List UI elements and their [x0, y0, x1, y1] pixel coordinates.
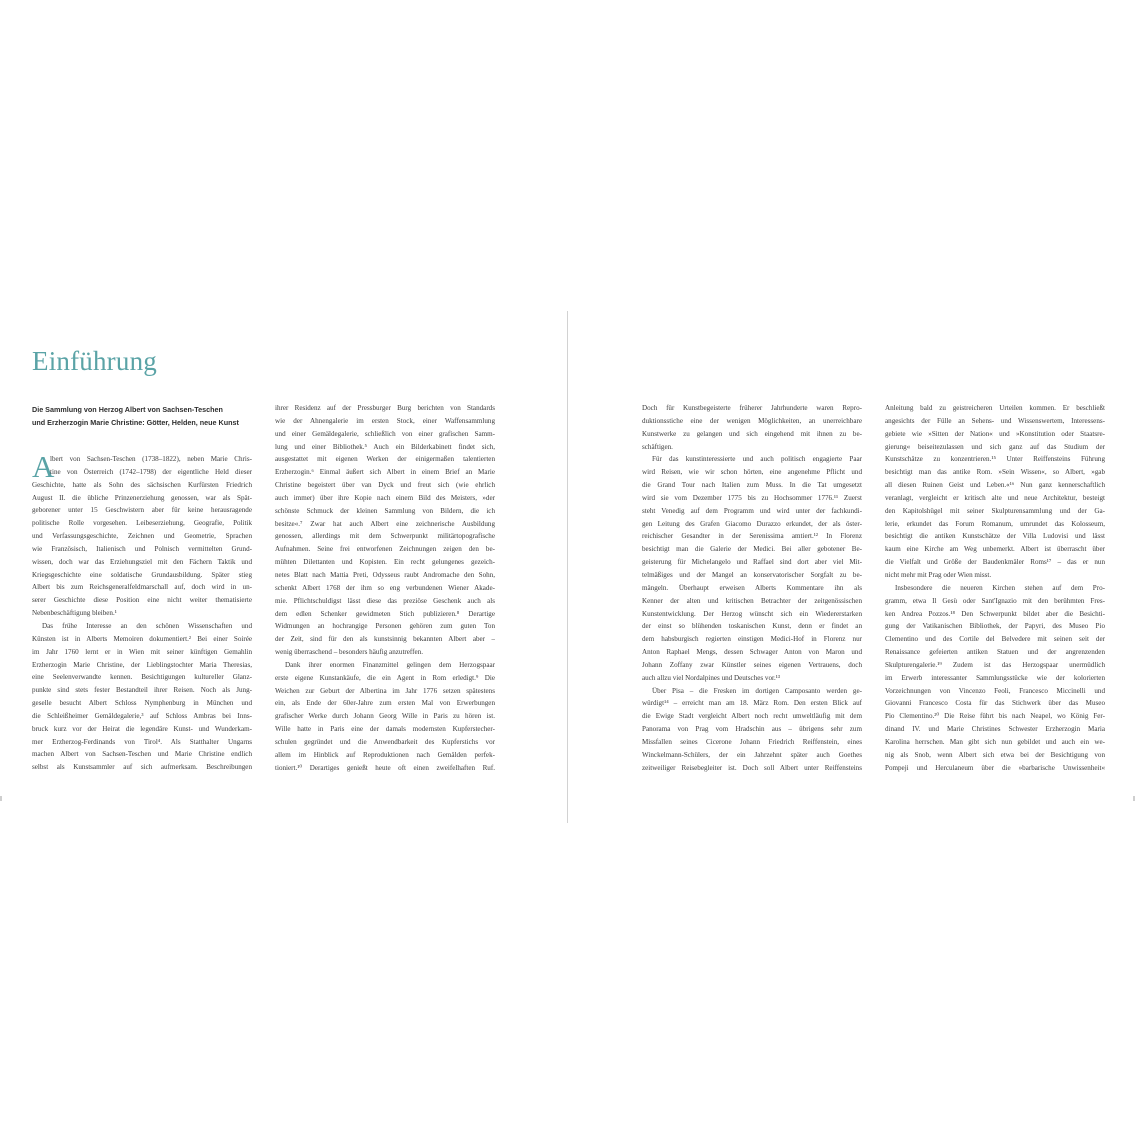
chapter-title: Einführung [32, 346, 157, 376]
text-line: besichtigt die antiken Kunstschätze der Villa Ludovisi und lässt [885, 532, 1105, 541]
text-line: grafischer Werke durch Johann Georg Wille in Paris zu hören ist. [275, 712, 495, 721]
text-line: geselle besucht Albert Schloss Nymphenburg in München und [32, 699, 252, 708]
text-line: telmäßiges und der Mangel an konservatorischer Sorgfalt zu be- [642, 570, 862, 579]
left-edge-mark [0, 796, 2, 801]
text-line: punkte sind stets fester Bestandteil ihrer Reisen. Noch als Jung- [32, 686, 252, 695]
text-line: netes Blatt nach Mattia Preti, Odysseus raubt Andromache den Sohn, [275, 570, 495, 579]
text-line: Johann Zoffany zwar Künstler seines eigenen Vertrauens, doch [642, 660, 862, 669]
text-line: wie der Ahnengalerie im ersten Stock, einer Waffensammlung [275, 416, 495, 425]
text-line: gen Leitung des Grafen Giacomo Durazzo erkundet, der als öster- [642, 519, 862, 528]
text-line: besichtigt man die Galerie der Medici. Bei aller gebotener Be- [642, 545, 862, 554]
text-line: mängeln. Überhaupt erweisen Alberts Kommentare ihn als [642, 583, 862, 592]
text-line: Karolina herrschen. Man gibt sich nun gebildet und auch ein we- [885, 737, 1105, 746]
text-line: der einst so blühenden toskanischen Kunst, denn er findet an [642, 622, 862, 631]
text-line: wissen, doch war das Erziehungsziel mit den Fächern Taktik und [32, 557, 252, 566]
text-line: mühten Dilettanten und Kopisten. Ein recht gelungenes gezeich- [275, 558, 495, 567]
text-line: und einer Gemäldegalerie, schließlich von einer grafischen Samm- [275, 429, 495, 438]
text-line: Doch für Kunstbegeisterte früherer Jahrhunderte waren Repro- [642, 404, 862, 412]
text-line: den Kapitolshügel mit seiner Skulpturensammlung und der Ga- [885, 506, 1105, 515]
text-line: dem habsburgisch regierten einstigen Medici-Hof in Florenz nur [642, 635, 862, 644]
text-line: selbst als Kunstsammler auf sich aufmerksam. Beschreibungen [32, 763, 252, 772]
text-line: zeitweiliger Reisebegleiter ist. Doch soll Albert unter Reiffensteins [642, 763, 862, 772]
text-line: schäftigen. [642, 442, 673, 451]
text-line: Künsten ist in Alberts Memoiren dokumentiert.² Bei einer Soirée [32, 634, 252, 643]
text-line: machen Albert von Sachsen-Teschen und Marie Christine endlich [32, 750, 252, 759]
text-line: Panorama von Prag vom Hradschin aus – übrigens sehr zum [642, 725, 862, 734]
text-line: bruck kurz vor der Heirat die legendäre Kunst- und Wunderkam- [32, 724, 252, 733]
text-line: Pompeji und Herculaneum über die »barbarische Unwissenheit« [885, 763, 1105, 772]
text-line: dinand IV. und Marie Christines Schwester Erzherzogin Maria [885, 725, 1105, 734]
text-line: Kunstentwicklung. Der Herzog wünscht sich ein Wiedererstarken [642, 609, 862, 618]
text-line: Aufnahmen. Seine frei entworfenen Zeichnungen zeigen den be- [275, 545, 495, 554]
text-line: nicht mehr mit Prag oder Wien misst. [885, 570, 992, 579]
text-line: ein, als Ende der 60er-Jahre zum ersten Mal von Erwerbungen [275, 699, 495, 708]
text-line: gung der Vatikanischen Bibliothek, der Papyri, des Museo Pio [885, 622, 1105, 631]
text-line: serer Geschichte diese Position eine nicht weiter thematisierte [32, 596, 252, 605]
text-line: erste eigene Kunstankäufe, die ein Agent in Rom erledigt.⁹ Die [275, 673, 495, 682]
text-line: eine Seelenverwandte kennen. Besichtigungen kultureller Glanz- [32, 673, 252, 682]
text-line: reichischer Gesandter in der Serenissima amtiert.¹² In Florenz [642, 532, 862, 541]
text-line: Skulpturengalerie.¹⁹ Zudem ist das Herzogspaar unermüdlich [885, 660, 1105, 669]
text-line: auch allzu viel Nordalpines und Deutsches vor.¹³ [642, 673, 781, 682]
text-line: tioniert.¹⁰ Derartiges genießt heute oft einen zweifelhaften Ruf. [275, 763, 495, 772]
text-line: die Vielfalt und Größe der Baudenkmäler Roms¹⁷ – das er nun [885, 558, 1105, 567]
text-line: würdigt¹⁴ – erreicht man am 18. März Rom. Den ersten Blick auf [642, 699, 862, 708]
chapter-subtitle [32, 404, 257, 429]
text-line: all diesen Ruinen Geist und Leben.«¹⁶ Nun ganz kennerschaftlich [885, 481, 1105, 490]
text-line: Christine begeistert über van Dyck und freut sich (wie ehrlich [275, 481, 495, 490]
text-line: Kunstwerke zu gelangen und sich eingehend mit ihnen zu be- [642, 429, 862, 438]
subtitle-line: und Erzherzogin Marie Christine: Götter, Helden, neue Kunst [32, 417, 239, 427]
text-line: allem im Hinblick auf Reproduktionen nach Gemälden perfek- [275, 750, 495, 759]
text-line: auch immer) über ihre Kopie nach einem Bild des Meisters, »der [275, 493, 495, 502]
text-line: kaum eine Kirche am Weg unbemerkt. Albert ist überrascht über [885, 545, 1105, 554]
text-line: tine von Österreich (1742–1798) der eigentliche Held dieser [50, 467, 252, 476]
text-line: Giovanni Francesco Costa für das Stichwerk über das Museo [885, 699, 1105, 708]
text-line: geisterung für Michelangelo und Raffael sind dort aber viel Mit- [642, 558, 862, 567]
text-line: schenkt Albert 1768 der ihm so eng verbundenen Wiener Akade- [275, 583, 495, 592]
text-line: gebiete wie »Sitten der Nation« und »Konstitution oder Staatsre- [885, 429, 1105, 438]
text-line: Dank ihrer enormen Finanzmittel gelingen dem Herzogspaar [285, 660, 495, 669]
text-line: die Ewige Stadt vergleicht Albert noch recht umweltläufig mit dem [642, 712, 862, 721]
text-column-2 [275, 402, 495, 774]
text-line: ausgestattet mit eigenen Werken der einigermaßen talentierten [275, 455, 495, 464]
text-line: genossen, allerdings mit dem Schwerpunkt militärtopografische [275, 532, 495, 541]
text-line: der Zeit, sind für den als kunstsinnig bekannten Albert aber – [275, 635, 495, 644]
text-line: im Jahr 1760 lernt er in Wien mit seiner künftigen Gemahlin [32, 647, 252, 656]
text-line: Renaissance gefeierten antiken Statuen und der angrenzenden [885, 648, 1105, 657]
text-line: gierung« beiseitezulassen und sich ganz auf das Studium der [885, 442, 1105, 451]
text-line: gramm, etwa Il Gesù oder Sant'Ignazio mit den berühmten Fres- [885, 596, 1105, 605]
text-line: Für das kunstinteressierte und auch politisch engagierte Paar [652, 455, 862, 464]
text-line: Erzherzogin.⁶ Einmal äußert sich Albert in einem Brief an Marie [275, 468, 495, 477]
text-line: ken Andrea Pozzos.¹⁸ Den Schwerpunkt bildet aber die Besichti- [885, 609, 1105, 618]
text-line: besitze«.⁷ Zwar hat auch Albert eine zeichnerische Ausbildung [275, 519, 495, 528]
text-line: angesichts der Fülle an Sehens- und Wissenswertem, Interessens- [885, 416, 1105, 425]
text-line: schönste Schmuck der kleinen Sammlung von Bildern, die ich [275, 506, 495, 515]
text-line: wird Reisen, wie wir schon hörten, eine angenehme Pflicht und [642, 468, 862, 477]
text-line: lung und einer Bibliothek.⁵ Auch ein Bilderkabinett findet sich, [275, 442, 495, 451]
text-line: politische Rolle vorgesehen. Leibeserziehung, Geografie, Politik [32, 519, 252, 528]
text-line: Kenner der alten und kritischen Betrachter der zeitgenössischen [642, 596, 862, 605]
text-line: Winckelmann-Schülers, der ein Jahrzehnt später auch Goethes [642, 750, 862, 759]
text-line: Über Pisa – die Fresken im dortigen Camposanto werden ge- [652, 686, 862, 695]
text-line: und Verfassungsgeschichte, Zeichnen und Geometrie, Sprachen [32, 532, 252, 541]
text-line: besichtigt man das antike Rom. »Sein Wissen«, so Albert, »gab [885, 468, 1105, 477]
text-line: die Grand Tour nach Italien zum Muss. In die Tat umgesetzt [642, 481, 862, 490]
text-line: Vorzeichnungen von Vincenzo Feoli, Francesco Miccinelli und [885, 686, 1105, 695]
text-line: lbert von Sachsen-Teschen (1738–1822), neben Marie Chris- [50, 455, 252, 463]
drop-cap: A [32, 449, 55, 484]
text-line: ihrer Residenz auf der Pressburger Burg berichten von Standards [275, 404, 495, 412]
text-line: Missfallen seines Cicerone Johann Friedrich Reiffenstein, eines [642, 737, 862, 746]
text-line: Clementino und des Cortile del Belvedere mit seinen seit der [885, 635, 1105, 644]
text-line: lerie, erkundet das Forum Romanum, umrundet das Kolosseum, [885, 519, 1105, 528]
page-gutter [567, 311, 568, 823]
text-line: Kunstschätze zu konzentrieren.¹⁵ Unter Reiffensteins Führung [885, 455, 1105, 464]
text-line: veranlagt, vergleicht er kritisch alte und neue Architektur, besteigt [885, 493, 1105, 502]
text-line: Insbesondere die neueren Kirchen stehen auf dem Pro- [895, 583, 1105, 592]
text-line: die Schleißheimer Gemäldegalerie,³ auf Schloss Ambras bei Inns- [32, 711, 252, 720]
text-line: Geschichte, hatte als Sohn des sächsischen Kurfürsten Friedrich [32, 480, 252, 489]
text-column-1 [32, 449, 252, 774]
text-line: Pio Clementino.²⁰ Die Reise führt bis nach Neapel, wo König Fer- [885, 712, 1105, 721]
text-line: Weichen zur Geburt der Albertina im Jahr 1776 setzen spätestens [275, 686, 495, 695]
subtitle-line: Die Sammlung von Herzog Albert von Sachsen-Teschen [32, 405, 223, 414]
text-line: August II. die übliche Prinzenerziehung genossen, war als Spät- [32, 493, 252, 502]
text-line: Erzherzogin Marie Christine, der Lieblingstochter Maria Theresias, [32, 660, 252, 669]
text-line: Anton Raphael Mengs, dessen Schwager Anton von Maron und [642, 648, 862, 657]
text-line: Das frühe Interesse an den schönen Wissenschaften und [42, 621, 252, 630]
text-line: Wille hatte in Paris eine der damals modernsten Kupferstecher- [275, 725, 495, 734]
text-column-4 [885, 402, 1105, 774]
text-line: mer Erzherzog-Ferdinands von Tirol⁴. Als Statthalter Ungarns [32, 737, 252, 746]
text-line: im Erwerb interessanter Sammlungsstücke wie der kolorierten [885, 673, 1105, 682]
text-line: Kriegsgeschichte eine soldatische Grundausbildung. Später stieg [32, 570, 252, 579]
text-line: geborener unter 15 Geschwistern aber für keine herausragende [32, 506, 252, 515]
text-line: wird sie vom Dezember 1775 bis zu Hochsommer 1776.¹¹ Zuerst [642, 493, 862, 502]
text-line: dem edlen Schenker gewidmeten Stich publizieren.⁸ Derartige [275, 609, 495, 618]
text-line: duktionsstiche eine der wenigen Möglichkeiten, an unerreichbare [642, 416, 862, 425]
text-line: mie. Pflichtschuldigst lässt diese das preziöse Geschenk auch als [275, 596, 495, 605]
text-line: wie Französisch, Italienisch und Polnisch vermittelten Grund- [32, 544, 252, 553]
text-line: Anleitung bald zu geistreicheren Urteilen kommen. Er beschließt [885, 404, 1105, 412]
text-column-3 [642, 402, 862, 774]
text-line: Albert bis zum Reichsgeneralfeldmarschall auf, doch wird in un- [32, 583, 252, 592]
text-line: schulen gegründet und die Anwendbarkeit des Kupferstichs vor [275, 737, 495, 746]
text-line: nig als Snob, wenn Albert sich etwa bei der Besichtigung von [885, 750, 1105, 759]
text-line: steht Venedig auf dem Programm und wird unter der fachkundi- [642, 506, 862, 515]
text-line: Nebenbeschäftigung bleiben.¹ [32, 609, 117, 618]
text-line: Widmungen an hochrangige Personen gehören zum guten Ton [275, 622, 495, 631]
text-line: wenig überraschend – besonders häufig anzutreffen. [275, 648, 423, 657]
